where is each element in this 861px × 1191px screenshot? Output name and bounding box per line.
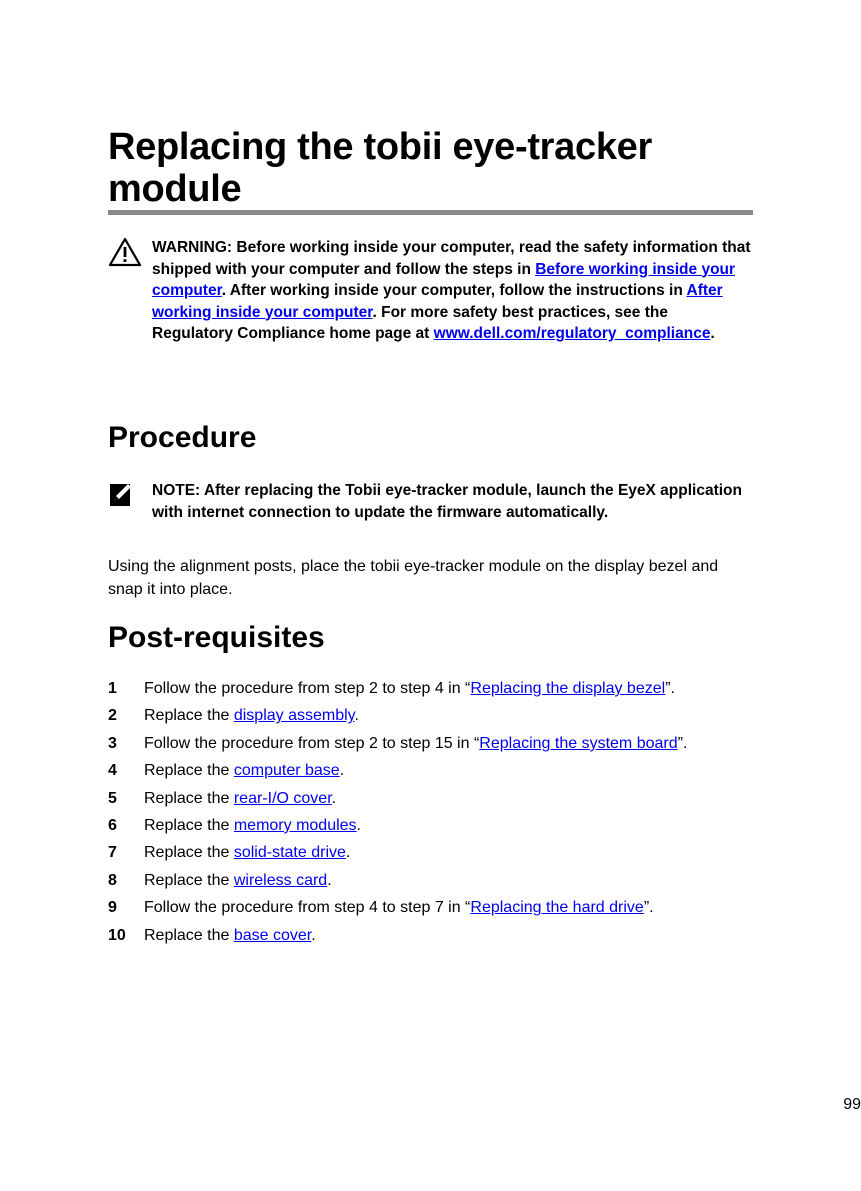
step-text [144, 842, 350, 864]
regulatory-compliance-link[interactable]: www.dell.com/regulatory_compliance [433, 325, 711, 342]
step-number: 4 [108, 762, 117, 780]
step-text [144, 870, 332, 892]
warning-text-part: . After working inside your computer, follow the instructions in [221, 282, 687, 299]
step-item-6 [108, 815, 753, 842]
step-text-after: ”. [643, 899, 654, 917]
warning-text-part: WARNING: Before working inside your computer, read the safety information that shipped with your computer and follow the steps in [152, 239, 751, 278]
step-text-after: . [354, 707, 359, 725]
step-text-before: Replace the [144, 816, 234, 834]
step-number: 9 [108, 899, 117, 917]
step-number: 5 [108, 789, 117, 807]
step-item-9 [108, 897, 753, 924]
step-item-2 [108, 705, 753, 732]
procedure-heading: Procedure [108, 421, 257, 454]
step-item-10 [108, 925, 753, 952]
step-link[interactable]: base cover [233, 926, 312, 944]
post-requisites-heading: Post-requisites [108, 621, 325, 654]
step-link[interactable]: Replacing the hard drive [470, 899, 644, 917]
step-text-before: Replace the [144, 762, 234, 780]
title-divider [108, 210, 753, 215]
step-number: 3 [108, 734, 117, 752]
before-working-link[interactable]: Before working inside your computer [152, 260, 736, 299]
step-link[interactable]: wireless card [233, 871, 328, 889]
step-text-before: Replace the [144, 789, 234, 807]
step-text-before: Follow the procedure from step 4 to step 7 in “ [144, 899, 471, 917]
warning-triangle-icon [108, 237, 142, 272]
step-text [144, 925, 316, 947]
step-link[interactable]: display assembly [233, 707, 355, 725]
step-text-after: . [327, 871, 332, 889]
step-text [144, 678, 675, 700]
step-text-after: . [345, 844, 351, 862]
after-working-link[interactable]: After working inside your computer [152, 282, 723, 321]
step-text-before: Follow the procedure from step 2 to step 4 in “ [144, 680, 471, 697]
step-number: 6 [108, 816, 117, 834]
step-link[interactable]: Replacing the system board [479, 734, 678, 752]
step-text-before: Replace the [144, 844, 234, 862]
step-text [144, 705, 359, 727]
page-number: 99 [843, 1096, 861, 1113]
step-text-after: . [331, 789, 337, 807]
step-text [144, 760, 344, 782]
step-text-before: Replace the [144, 926, 234, 944]
procedure-body: Using the alignment posts, place the tobii eye-tracker module on the display bezel and snap it into place. [108, 558, 719, 598]
warning-text-part: . [710, 325, 715, 342]
step-number: 2 [108, 707, 117, 725]
note-text: NOTE: After replacing the Tobii eye-tracker module, launch the EyeX application with internet connection to update the firmware automatically. [152, 482, 742, 521]
step-text-after: . [356, 816, 361, 834]
step-text [144, 788, 336, 810]
step-link[interactable]: Replacing the display bezel [470, 680, 666, 697]
step-text-after: . [311, 926, 316, 944]
step-item-4 [108, 760, 753, 787]
warning-text [152, 237, 753, 345]
step-number: 10 [108, 926, 126, 944]
step-item-8 [108, 870, 753, 897]
page-title: Replacing the tobii eye-tracker module [108, 126, 652, 210]
step-item-7 [108, 842, 753, 869]
step-link[interactable]: computer base [233, 762, 340, 780]
step-text-after: ”. [677, 734, 688, 752]
step-text-before: Replace the [144, 871, 234, 889]
step-text-before: Replace the [144, 707, 234, 725]
step-text [144, 897, 654, 919]
step-number: 7 [108, 844, 117, 862]
step-number: 1 [108, 680, 117, 697]
step-text-before: Follow the procedure from step 2 to step 15 in “ [144, 734, 480, 752]
step-text [144, 815, 361, 837]
step-link[interactable]: solid-state drive [233, 844, 346, 862]
step-text-after: . [339, 762, 345, 780]
step-link[interactable]: rear-I/O cover [233, 789, 332, 807]
warning-text-part: . For more safety best practices, see the Regulatory Compliance home page at [152, 303, 668, 342]
step-item-3 [108, 733, 753, 760]
step-item-5 [108, 788, 753, 815]
step-text-after: ”. [665, 680, 675, 697]
step-link[interactable]: memory modules [233, 816, 357, 834]
step-item-1 [108, 678, 753, 705]
pencil-note-icon [108, 480, 134, 513]
step-text [144, 733, 687, 755]
post-requisites-steps [108, 678, 753, 952]
step-number: 8 [108, 871, 117, 889]
